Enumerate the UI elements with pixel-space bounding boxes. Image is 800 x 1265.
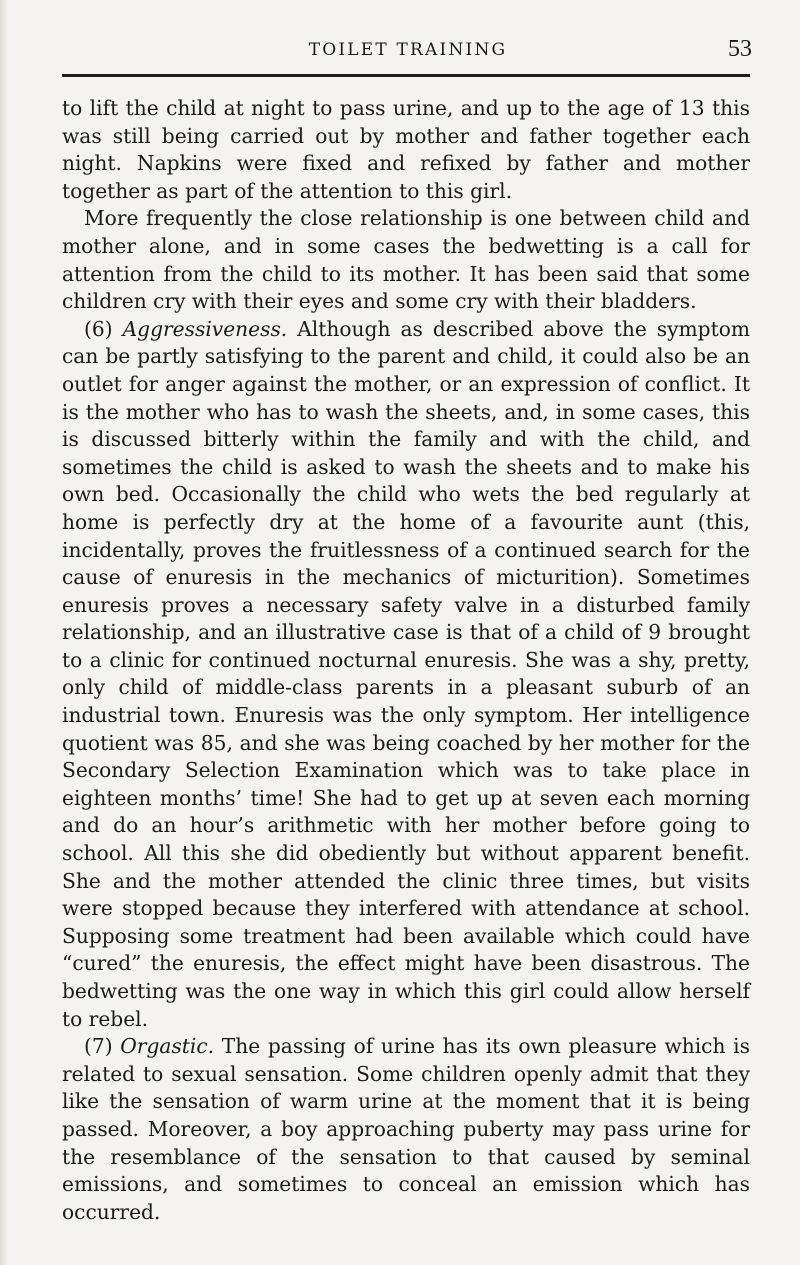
paragraph-continued: to lift the child at night to pass urine, and up to the age of 13 this was still being carried out by mother and father together each night. Napkins were fixed and refixed by father and mother together as part of the attention to this girl. <box>62 96 750 203</box>
paragraph-aggressiveness <box>62 316 750 1033</box>
section-heading-aggressiveness: Aggressiveness. <box>122 316 288 341</box>
header-rule <box>62 74 750 77</box>
section-text-aggressiveness: Although as described above the symptom can be partly satisfying to the parent and child, it could also be an outlet for anger against the mother, or an expression of conflict. It is the mother who has to wash the sheets, and, in some cases, this is discussed bitterly within the family and with the child, and sometimes the child is asked to wash the sheets and to make his own bed. Occasionally the child who wets the bed regularly at home is perfectly dry at the home of a favourite aunt (this, incidentally, proves the fruitlessness of a continued search for the cause of enuresis in the mechanics of micturition). Sometimes enuresis proves a necessary safety valve in a disturbed family relationship, and an illustrative case is that of a child of 9 brought to a clinic for continued nocturnal enuresis. She was a shy, pretty, only child of middle-class parents in a pleasant suburb of an industrial town. Enuresis was the only symptom. Her intelligence quotient was 85, and she was being coached by her mother for the Secondary Selection Examination which was to take place in eighteen months’ time! She had to get up at seven each morning and do an hour’s arithmetic with her mother before going to school. All this she did obediently but without apparent benefit. She and the mother attended the clinic three times, but visits were stopped because they interfered with attendance at school. Supposing some treatment had been available which could have “cured” the enuresis, the effect might have been disastrous. The bedwetting was the one way in which this girl could allow herself to rebel. <box>62 316 751 1031</box>
paragraph-orgastic <box>62 1033 750 1226</box>
section-text-orgastic: The passing of urine has its own pleasure which is related to sexual sensation. Some children openly admit that they like the sensation of warm urine at the moment that it is being passed. Moreover, a boy approaching puberty may pass urine for the resemblance of the sensation to that caused by seminal emissions, and sometimes to conceal an emission which has occurred. <box>62 1034 750 1224</box>
body-text <box>62 95 750 1226</box>
page-header <box>62 36 754 76</box>
section-heading-orgastic: Orgastic. <box>120 1034 215 1059</box>
page-spine-shadow <box>0 0 8 1265</box>
section-number: (6) <box>84 316 123 341</box>
page-number: 53 <box>728 36 752 62</box>
running-head: TOILET TRAINING <box>308 40 508 60</box>
section-number: (7) <box>84 1034 121 1059</box>
paragraph-close-relationship: More frequently the close relationship is one between child and mother alone, and in some cases the bedwetting is a call for attention from the child to its mother. It has been said that some children cry with their eyes and some cry with their bladders. <box>62 206 750 314</box>
